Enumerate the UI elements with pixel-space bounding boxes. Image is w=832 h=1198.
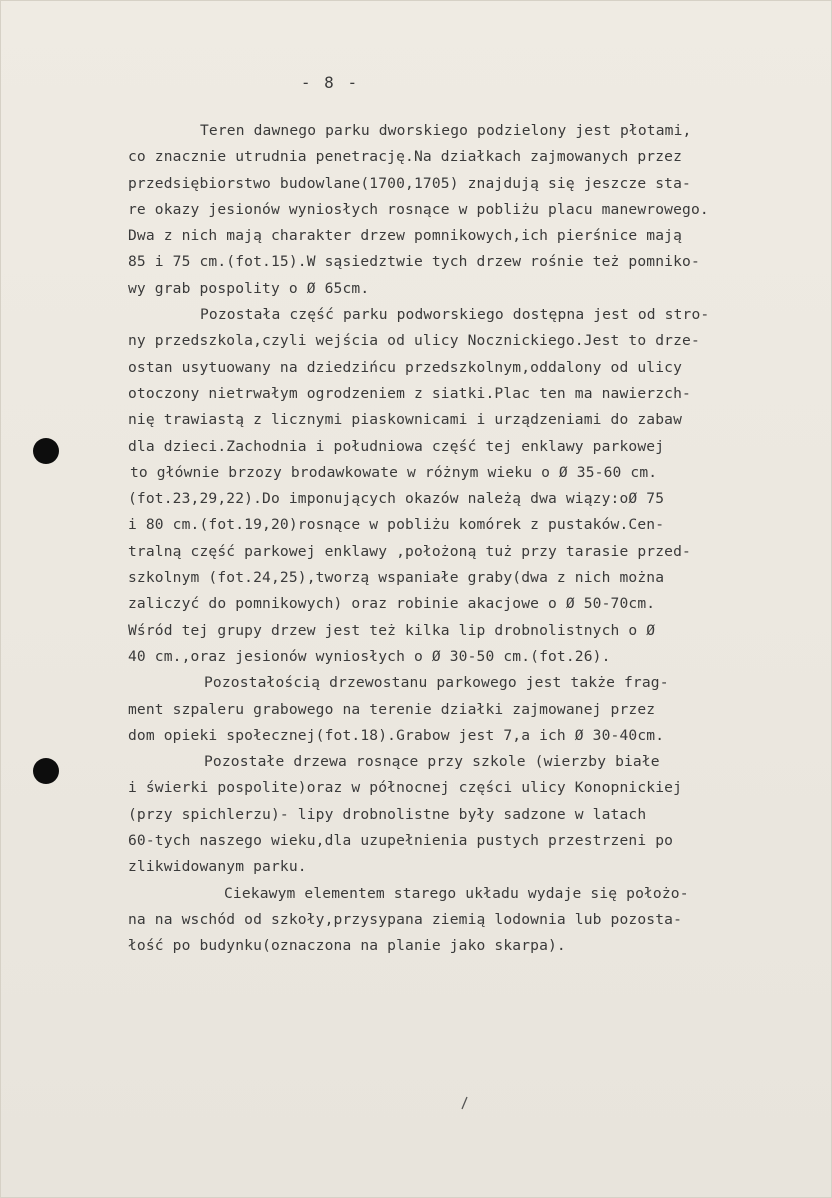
- text-line: (przy spichlerzu)- lipy drobnolistne były sadzone w latach: [128, 805, 647, 823]
- punch-hole-bottom: [33, 758, 59, 784]
- text-line: i 80 cm.(fot.19,20)rosnące w pobliżu komórek z pustaków.Cen-: [128, 516, 665, 534]
- text-line: dla dzieci.Zachodnia i południowa część tej enklawy parkowej: [128, 437, 665, 455]
- text-line: zaliczyć do pomnikowych) oraz robinie akacjowe o Ø 50-70cm.: [128, 595, 656, 613]
- text-line: Ciekawym elementem starego układu wydaje się położo-: [224, 884, 689, 902]
- pen-mark-icon: [458, 1095, 472, 1111]
- text-line: łość po budynku(oznaczona na planie jako skarpa).: [128, 937, 566, 955]
- text-line: dom opieki społecznej(fot.18).Grabow jest 7,a ich Ø 30-40cm.: [128, 726, 665, 744]
- page-number: - 8 -: [300, 73, 360, 92]
- text-line: zlikwidowanym parku.: [128, 858, 307, 876]
- text-line: tralną część parkowej enklawy ,położoną tuż przy tarasie przed-: [128, 542, 691, 560]
- text-line: na na wschód od szkoły,przysypana ziemią lodownia lub pozosta-: [128, 910, 683, 928]
- text-line: ostan usytuowany na dziedzińcu przedszkolnym,oddalony od ulicy: [128, 358, 683, 376]
- text-line: przedsiębiorstwo budowlane(1700,1705) znajdują się jeszcze sta-: [128, 174, 691, 192]
- text-line: ment szpaleru grabowego na terenie działki zajmowanej przez: [128, 700, 656, 718]
- text-line: 60-tych naszego wieku,dla uzupełnienia pustych przestrzeni po: [128, 832, 674, 850]
- text-line: (fot.23,29,22).Do imponujących okazów należą dwa wiązy:oØ 75: [128, 490, 665, 508]
- text-line: ny przedszkola,czyli wejścia od ulicy Nocznickiego.Jest to drze-: [128, 332, 700, 350]
- text-line: wy grab pospolity o Ø 65cm.: [128, 279, 370, 297]
- text-line: Pozostałe drzewa rosnące przy szkole (wierzby białe: [204, 753, 660, 771]
- text-line: i świerki pospolite)oraz w północnej części ulicy Konopnickiej: [128, 779, 683, 797]
- text-line: Dwa z nich mają charakter drzew pomnikowych,ich pierśnice mają: [128, 227, 683, 245]
- document-body: [128, 118, 808, 960]
- text-line: Pozostałością drzewostanu parkowego jest także frag-: [204, 674, 669, 692]
- text-line: Teren dawnego parku dworskiego podzielony jest płotami,: [200, 122, 692, 139]
- text-line: Pozostała część parku podworskiego dostępna jest od stro-: [200, 306, 710, 324]
- text-line: re okazy jesionów wyniosłych rosnące w pobliżu placu manewrowego.: [128, 200, 709, 218]
- text-line: nię trawiastą z licznymi piaskownicami i urządzeniami do zabaw: [128, 411, 683, 429]
- text-line: otoczony nietrwałym ogrodzeniem z siatki.Plac ten ma nawierzch-: [128, 384, 691, 402]
- text-line: 40 cm.,oraz jesionów wyniosłych o Ø 30-50 cm.(fot.26).: [128, 647, 611, 665]
- text-line: szkolnym (fot.24,25),tworzą wspaniałe graby(dwa z nich można: [128, 569, 665, 587]
- text-line: co znacznie utrudnia penetrację.Na działkach zajmowanych przez: [128, 148, 683, 166]
- text-line: to głównie brzozy brodawkowate w różnym wieku o Ø 35-60 cm.: [130, 463, 658, 481]
- punch-hole-top: [33, 438, 59, 464]
- text-line: 85 i 75 cm.(fot.15).W sąsiedztwie tych drzew rośnie też pomniko-: [128, 253, 700, 271]
- text-line: Wśród tej grupy drzew jest też kilka lip drobnolistnych o Ø: [128, 621, 656, 639]
